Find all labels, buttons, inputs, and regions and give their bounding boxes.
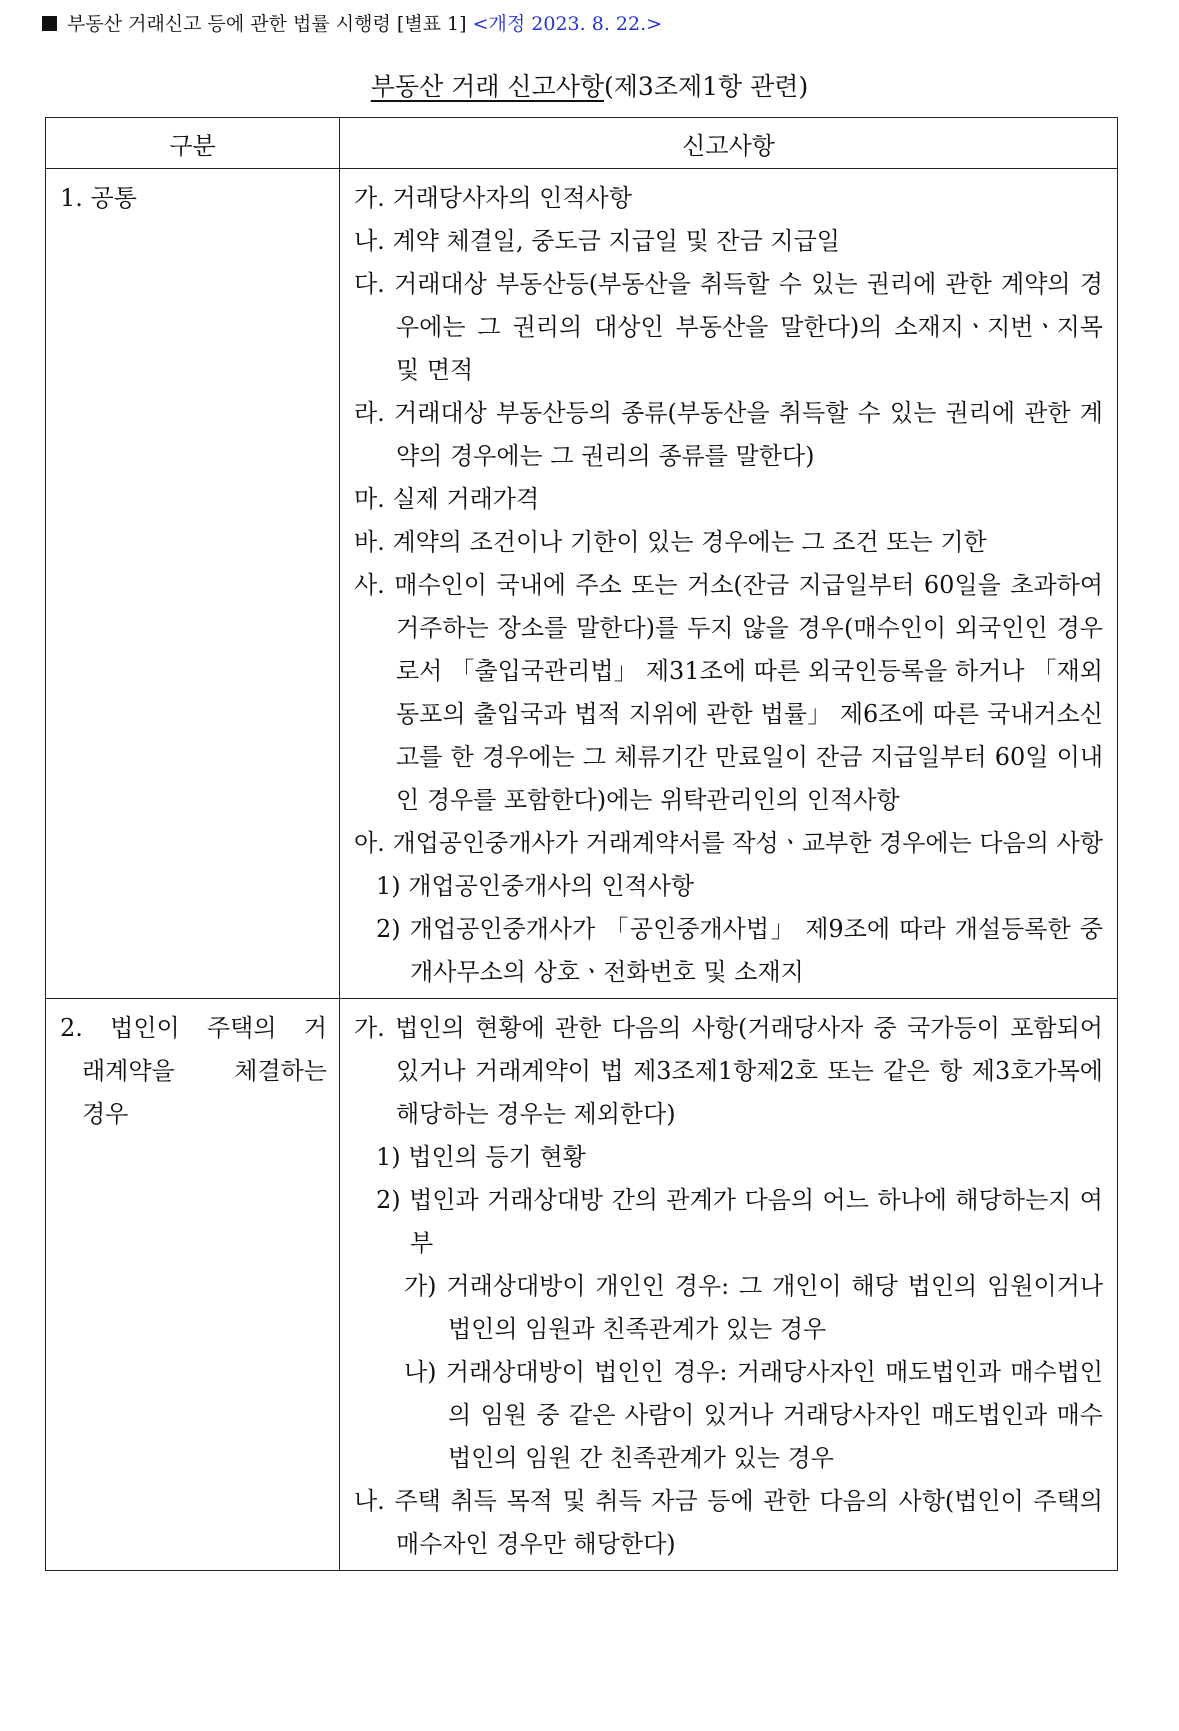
- sub-sub-list-item: 나) 거래상대방이 법인인 경우: 거래당사자인 매도법인과 매수법인의 임원 중 같은 사람이 있거나 거래당사자인 매도법인과 매수법인의 임원 간 친족관계가 있는 경우: [404, 1358, 1103, 1472]
- report-items-table: [45, 117, 1118, 1571]
- content-common: [340, 169, 1118, 999]
- table-row: [46, 999, 1118, 1571]
- header-report-items: 신고사항: [340, 118, 1118, 169]
- header-line: [42, 10, 662, 38]
- list-item: 다. 거래대상 부동산등(부동산을 취득할 수 있는 권리에 관한 계약의 경우에는 그 권리의 대상인 부동산을 말한다)의 소재지ㆍ지번ㆍ지목 및 면적: [354, 270, 1103, 384]
- black-square-icon: [42, 16, 57, 31]
- category-line: 경우: [82, 1100, 129, 1128]
- sub-sub-list-item: 가) 거래상대방이 개인인 경우: 그 개인이 해당 법인의 임원이거나 법인의 임원과 친족관계가 있는 경우: [404, 1272, 1103, 1343]
- content-corporate-housing: [340, 999, 1118, 1571]
- list-item: 아. 개업공인중개사가 거래계약서를 작성ㆍ교부한 경우에는 다음의 사항: [354, 829, 1103, 857]
- list-item: 라. 거래대상 부동산등의 종류(부동산을 취득할 수 있는 권리에 관한 계약의 경우에는 그 권리의 종류를 말한다): [354, 399, 1103, 470]
- page-title: [0, 70, 1179, 104]
- category-line: 2. 법인이 주택의 거: [60, 1014, 327, 1042]
- header-category: 구분: [46, 118, 340, 169]
- list-item: 가. 거래당사자의 인적사항: [354, 184, 632, 212]
- list-item: 마. 실제 거래가격: [354, 485, 540, 513]
- sub-list-item: 1) 개업공인중개사의 인적사항: [376, 872, 695, 900]
- list-item: 바. 계약의 조건이나 기한이 있는 경우에는 그 조건 또는 기한: [354, 528, 987, 556]
- category-line-indent: [60, 1050, 327, 1136]
- list-item: 나. 주택 취득 목적 및 취득 자금 등에 관한 다음의 사항(법인이 주택의 매수자인 경우만 해당한다): [354, 1487, 1103, 1558]
- category-common: 1. 공통: [46, 169, 340, 999]
- list-item: 나. 계약 체결일, 중도금 지급일 및 잔금 지급일: [354, 227, 840, 255]
- table-row: [46, 169, 1118, 999]
- title-reference: (제3조제1항 관련): [604, 72, 809, 101]
- category-line: 래계약을 체결하는: [82, 1057, 327, 1085]
- title-main: 부동산 거래 신고사항: [370, 72, 605, 101]
- category-corporate-housing: [46, 999, 340, 1571]
- amendment-date: <개정 2023. 8. 22.>: [472, 13, 663, 35]
- law-name: 부동산 거래신고 등에 관한 법률 시행령 [별표 1]: [67, 13, 467, 35]
- sub-list-item: 2) 개업공인중개사가 「공인중개사법」 제9조에 따라 개설등록한 중개사무소의 상호ㆍ전화번호 및 소재지: [376, 915, 1103, 986]
- sub-list-item: 1) 법인의 등기 현황: [376, 1143, 586, 1171]
- table-header-row: [46, 118, 1118, 169]
- list-item: 사. 매수인이 국내에 주소 또는 거소(잔금 지급일부터 60일을 초과하여 거주하는 장소를 말한다)를 두지 않을 경우(매수인이 외국인인 경우로서 「출입국관리법」 제31조에 따른 외국인등록을 하거나 「재외동포의 출입국과 법적 지위에 관한 법률」 제6조에 따른 국내거소신고를 한 경우에는 그 체류기간 만료일이 잔금 지급일부터 60일 이내인 경우를 포함한다)에는 위탁관리인의 인적사항: [354, 571, 1103, 814]
- sub-list-item: 2) 법인과 거래상대방 간의 관계가 다음의 어느 하나에 해당하는지 여부: [376, 1186, 1103, 1257]
- list-item: 가. 법인의 현황에 관한 다음의 사항(거래당사자 중 국가등이 포함되어 있거나 거래계약이 법 제3조제1항제2호 또는 같은 항 제3호가목에 해당하는 경우는 제외한다): [354, 1014, 1103, 1128]
